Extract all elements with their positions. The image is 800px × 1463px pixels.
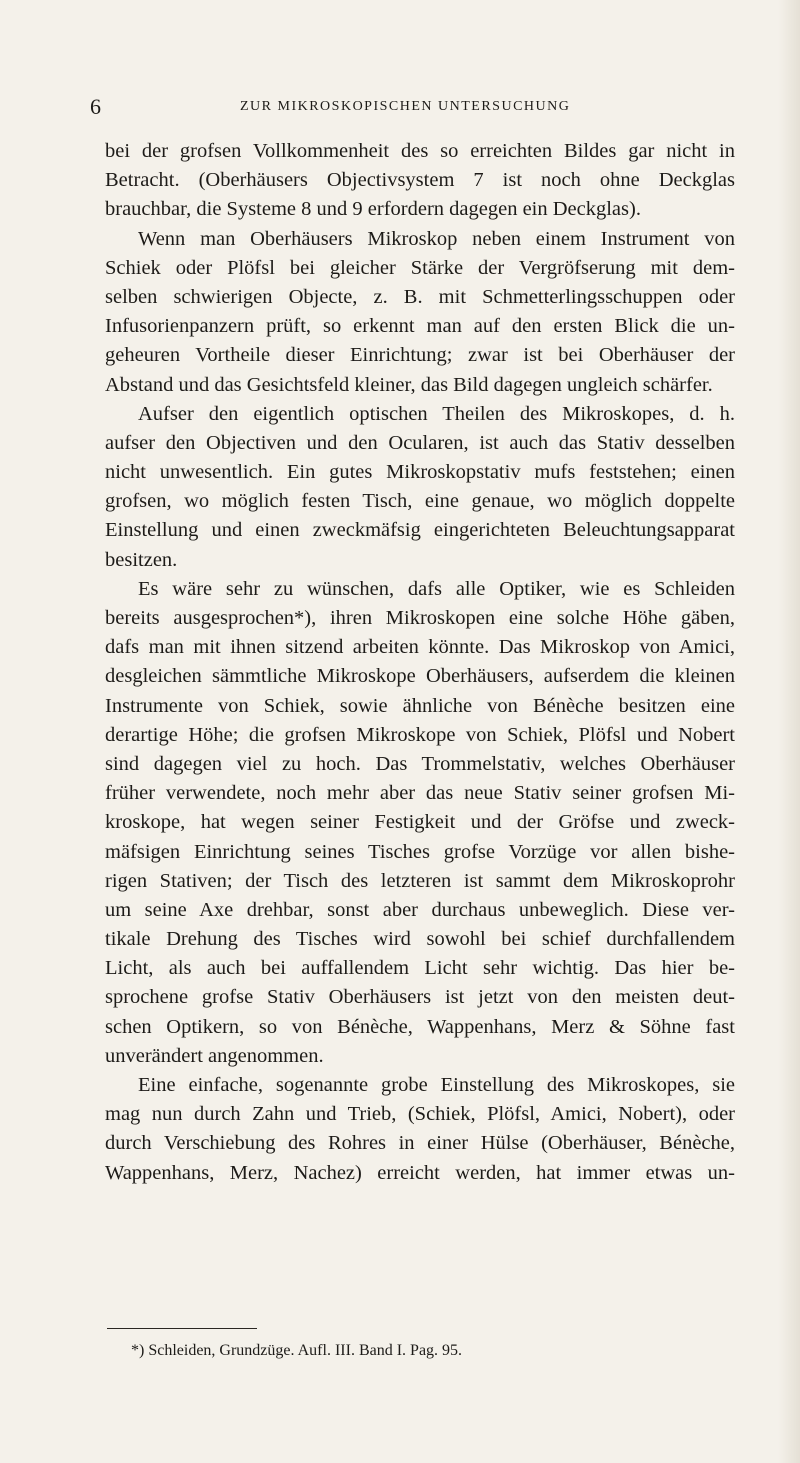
text-line: geheuren Vortheile dieser Einrichtung; zwar ist bei Oberhäuser der bbox=[105, 344, 735, 367]
text-line: grofsen, wo möglich festen Tisch, eine genaue, wo möglich doppelte bbox=[105, 490, 735, 513]
footnote-rule bbox=[107, 1328, 257, 1329]
text-line: sprochene grofse Stativ Oberhäusers ist jetzt von den meisten deut- bbox=[105, 986, 735, 1009]
text-line: aufser den Objectiven und den Ocularen, ist auch das Stativ desselben bbox=[105, 431, 735, 454]
text-line: bei der grofsen Vollkommenheit des so erreichten Bildes gar nicht in bbox=[105, 140, 735, 162]
text-line: kroskope, hat wegen seiner Festigkeit und der Gröfse und zweck- bbox=[105, 811, 735, 834]
text-line: tikale Drehung des Tisches wird sowohl bei schief durchfallendem bbox=[105, 928, 735, 951]
page-edge-shadow bbox=[778, 0, 800, 1463]
page-number: 6 bbox=[90, 94, 101, 119]
text-line: desgleichen sämmtliche Mikroskope Oberhäusers, aufserdem die kleinen bbox=[105, 665, 735, 688]
text-line: unverändert angenommen. bbox=[105, 1044, 324, 1067]
text-line: durch Verschiebung des Rohres in einer Hülse (Oberhäuser, Bénèche, bbox=[105, 1132, 735, 1155]
text-line: Eine einfache, sogenannte grobe Einstellung des Mikroskopes, sie bbox=[138, 1074, 735, 1096]
body-text bbox=[105, 137, 735, 1188]
text-line: besitzen. bbox=[105, 548, 178, 571]
text-line: nicht unwesentlich. Ein gutes Mikroskopstativ mufs feststehen; einen bbox=[105, 461, 735, 484]
running-head bbox=[90, 94, 720, 120]
text-line: früher verwendete, noch mehr aber das neue Stativ seiner grofsen Mi- bbox=[105, 782, 735, 805]
text-line: schen Optikern, so von Bénèche, Wappenhans, Merz & Söhne fast bbox=[105, 1015, 735, 1038]
text-line: Betracht. (Oberhäusers Objectivsystem 7 ist noch ohne Deckglas bbox=[105, 169, 735, 192]
text-line: Infusorienpanzern prüft, so erkennt man auf den ersten Blick die un- bbox=[105, 315, 735, 338]
footnote: *) Schleiden, Grundzüge. Aufl. III. Band I. Pag. 95. bbox=[131, 1342, 463, 1359]
text-line: rigen Stativen; der Tisch des letzteren ist sammt dem Mikroskoprohr bbox=[105, 869, 735, 892]
text-line: dafs man mit ihnen sitzend arbeiten könnte. Das Mikroskop von Amici, bbox=[105, 636, 735, 659]
text-line: Wappenhans, Merz, Nachez) erreicht werden, hat immer etwas un- bbox=[105, 1161, 735, 1184]
text-line: Wenn man Oberhäusers Mikroskop neben einem Instrument von bbox=[138, 227, 735, 250]
text-line: um seine Axe drehbar, sonst aber durchaus unbeweglich. Diese ver- bbox=[105, 898, 735, 921]
text-line: Abstand und das Gesichtsfeld kleiner, das Bild dagegen ungleich schärfer. bbox=[105, 373, 713, 396]
text-line: brauchbar, die Systeme 8 und 9 erfordern dagegen ein Deckglas). bbox=[105, 198, 641, 221]
text-line: Schiek oder Plöfsl bei gleicher Stärke der Vergröfserung mit dem- bbox=[105, 256, 735, 279]
text-line: bereits ausgesprochen*), ihren Mikroskopen eine solche Höhe gäben, bbox=[105, 607, 735, 629]
text-line: Es wäre sehr zu wünschen, dafs alle Optiker, wie es Schleiden bbox=[138, 577, 735, 600]
running-head-title: ZUR MIKROSKOPISCHEN UNTERSUCHUNG bbox=[240, 99, 571, 114]
text-line: mag nun durch Zahn und Trieb, (Schiek, Plöfsl, Amici, Nobert), oder bbox=[105, 1103, 735, 1126]
text-line: mäfsigen Einrichtung seines Tisches grofse Vorzüge vor allen bishe- bbox=[105, 840, 735, 863]
text-line: Einstellung und einen zweckmäfsig eingerichteten Beleuchtungsapparat bbox=[105, 519, 735, 542]
text-line: Aufser den eigentlich optischen Theilen des Mikroskopes, d. h. bbox=[138, 402, 735, 425]
text-line: sind dagegen viel zu hoch. Das Trommelstativ, welches Oberhäuser bbox=[105, 752, 735, 775]
text-line: selben schwierigen Objecte, z. B. mit Schmetterlingsschuppen oder bbox=[105, 285, 735, 308]
text-line: Instrumente von Schiek, sowie ähnliche von Bénèche besitzen eine bbox=[105, 694, 735, 717]
text-line: Licht, als auch bei auffallendem Licht sehr wichtig. Das hier be- bbox=[105, 957, 735, 980]
text-line: derartige Höhe; die grofsen Mikroskope von Schiek, Plöfsl und Nobert bbox=[105, 723, 735, 746]
